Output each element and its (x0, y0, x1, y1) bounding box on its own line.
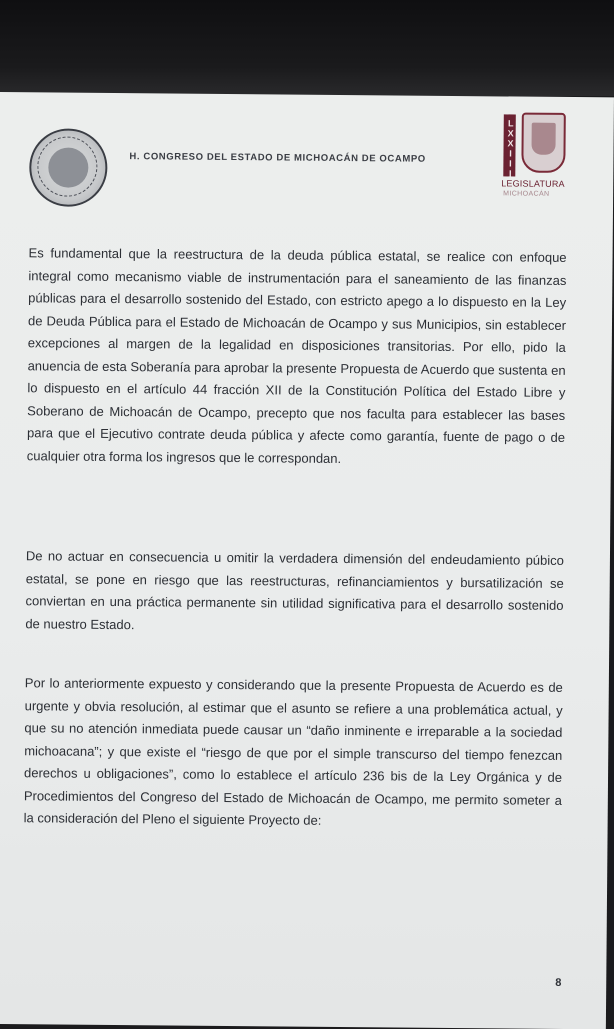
congress-header-title: H. CONGRESO DEL ESTADO DE MICHOACÁN DE OCAMPO (129, 151, 426, 165)
page-number: 8 (555, 976, 562, 989)
paragraph-2: De no actuar en consecuencia u omitir la verdadera dimensión del endeudamiento púbico estatal, se pone en riesgo que las reestructuras, refinanciamientos y bursatilización se conviertan en una práctica permanente sin utilidad significativa para el desarrollo sostenido de nuestro Estado. (25, 548, 564, 632)
document-page (0, 92, 614, 1029)
paragraph-3: Por lo anteriormente expuesto y considerando que la presente Propuesta de Acuerdo es de urgente y obvia resolución, al estimar que el asunto se refiere a una problemática actual, y que su no atención inmediata puede causar un “daño inminente e irreparable a la sociedad michoacana”; y que existe el “riesgo de que por el simple transcurso del tiempo fenezcan derechos u obligaciones”, como lo establece el artículo 236 bis de la Ley Orgánica y de Procedimientos del Congreso del Estado de Michoacán de Ocampo, me permito someter a la consideración del Pleno el siguiente Proyecto de: (23, 675, 563, 828)
legislature-logo-icon (499, 112, 568, 201)
seal-center (48, 147, 88, 187)
legislature-sublabel: MICHOACÁN (503, 190, 550, 198)
state-seal-icon (29, 128, 108, 207)
legislature-label: LEGISLATURA (501, 178, 565, 189)
legislature-roman-numeral: LXXIII (505, 118, 516, 179)
legislature-crest-icon (521, 113, 566, 173)
background-dark-area (0, 0, 614, 96)
paragraph-1: Es fundamental que la reestructura de la deuda pública estatal, se realice con enfoque integral como mecanismo viable de instrumentación para el saneamiento de las finanzas públicas para el desarrollo sostenido del Estado, con estricto apego a lo dispuesto en la Ley de Deuda Pública para el Estado de Michoacán de Ocampo y sus Municipios, sin establecer excepciones al margen de la legalidad en disposiciones transitorias. Por ello, pido la anuencia de esta Soberanía para aprobar la presente Propuesta de Acuerdo que sustenta en lo dispuesto en el artículo 44 fracción XII de la Constitución Política del Estado Libre y Soberano de Michoacán de Ocampo, precepto que nos faculta para establecer las bases para que el Ejecutivo contrate deuda pública y afecte como garantía, fuente de pago o de cualquier otra forma los ingresos que le correspondan. (26, 245, 567, 466)
legislature-crest-inner (531, 123, 555, 155)
